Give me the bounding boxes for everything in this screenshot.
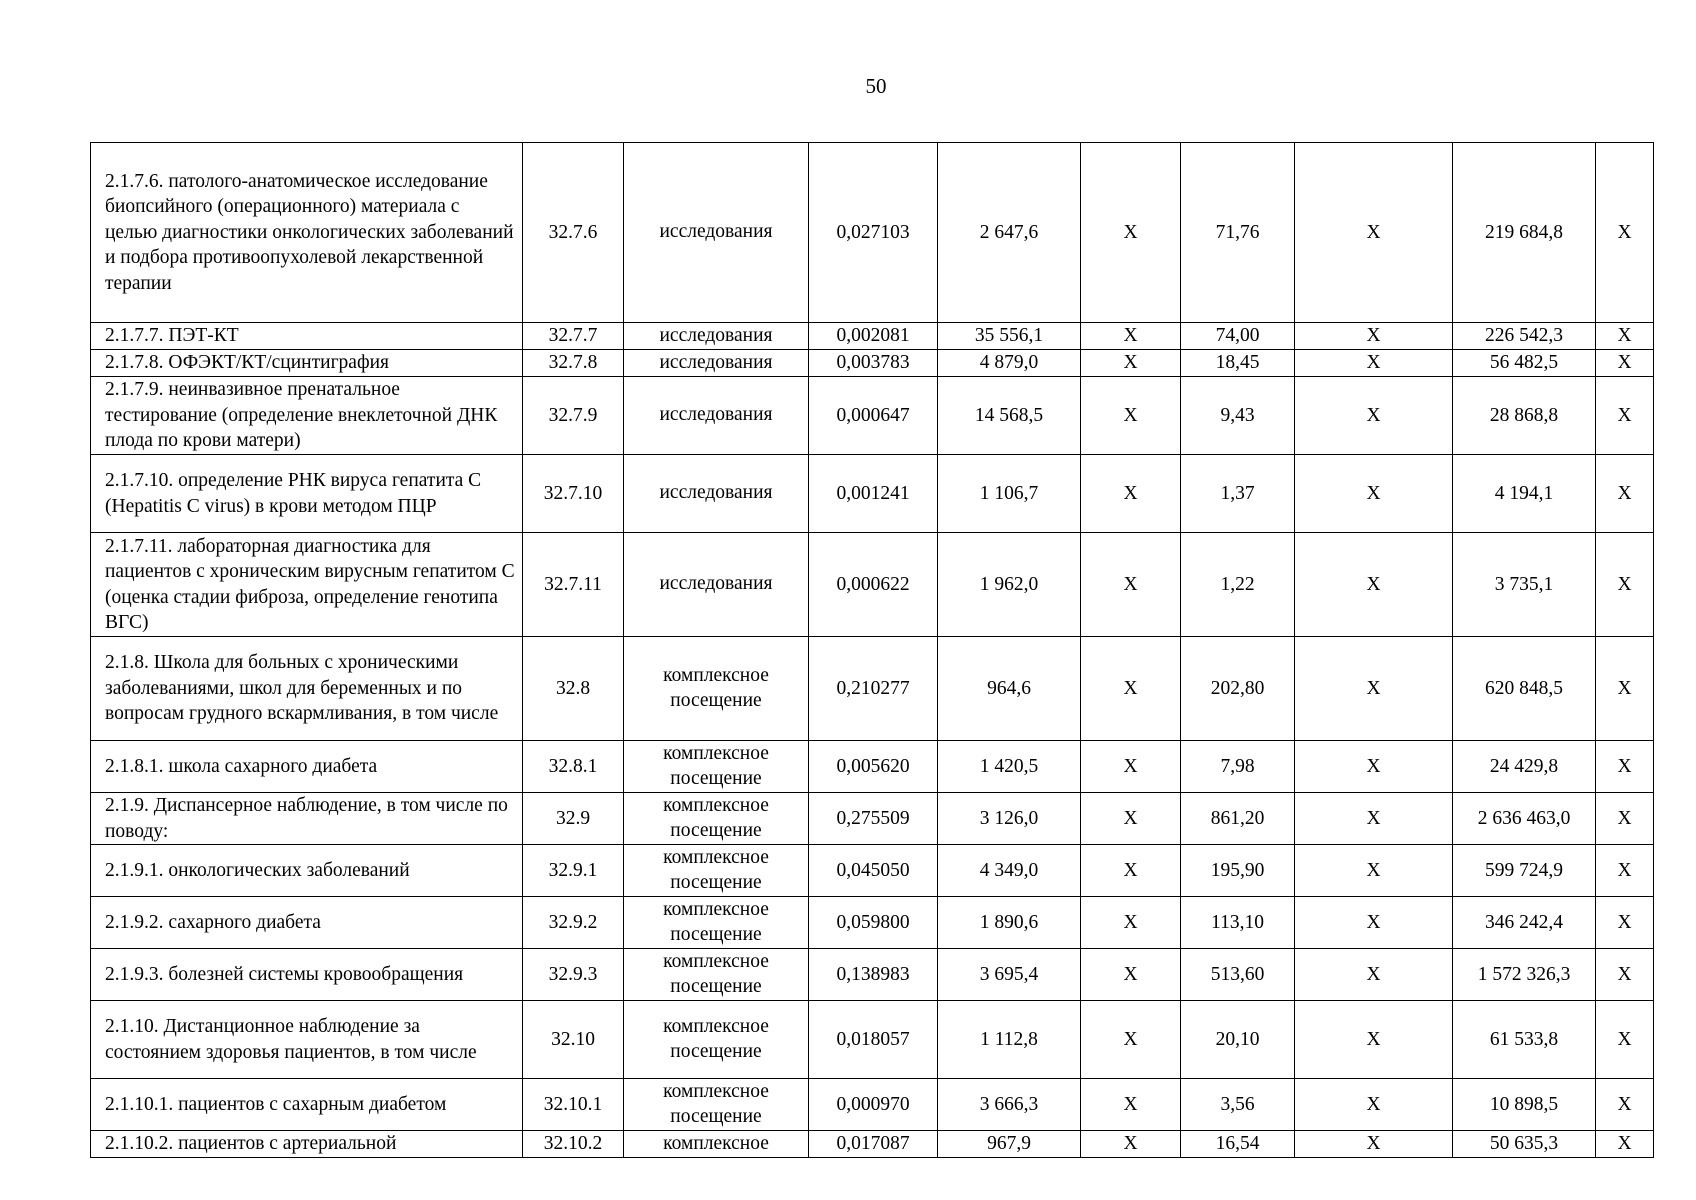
row-c9: 599 724,9 xyxy=(1453,845,1596,897)
row-c4: 0,001241 xyxy=(809,455,938,533)
row-c9: 3 735,1 xyxy=(1453,533,1596,637)
row-c10: Х xyxy=(1596,143,1654,323)
row-c9: 4 194,1 xyxy=(1453,455,1596,533)
row-unit: комплексное xyxy=(624,1131,809,1158)
row-name: 2.1.9.3. болезней системы кровообращения xyxy=(91,949,523,1001)
row-c4: 0,000622 xyxy=(809,533,938,637)
row-c4: 0,000647 xyxy=(809,377,938,455)
row-c8: Х xyxy=(1295,1131,1453,1158)
row-code: 32.7.11 xyxy=(523,533,624,637)
row-c8: Х xyxy=(1295,377,1453,455)
table-row xyxy=(91,1079,1654,1131)
row-c5: 2 647,6 xyxy=(938,143,1081,323)
row-c6: Х xyxy=(1081,845,1181,897)
row-name: 2.1.9.1. онкологических заболеваний xyxy=(91,845,523,897)
row-c6: Х xyxy=(1081,949,1181,1001)
row-unit: исследования xyxy=(624,143,809,323)
row-c9: 10 898,5 xyxy=(1453,1079,1596,1131)
row-c4: 0,210277 xyxy=(809,637,938,741)
row-c6: Х xyxy=(1081,637,1181,741)
row-c4: 0,045050 xyxy=(809,845,938,897)
row-c7: 195,90 xyxy=(1181,845,1295,897)
row-c10: Х xyxy=(1596,949,1654,1001)
row-c9: 28 868,8 xyxy=(1453,377,1596,455)
row-c6: Х xyxy=(1081,323,1181,350)
row-c9: 56 482,5 xyxy=(1453,350,1596,377)
row-name: 2.1.7.8. ОФЭКТ/КТ/сцинтиграфия xyxy=(91,350,523,377)
row-c7: 1,37 xyxy=(1181,455,1295,533)
row-unit: комплексное посещение xyxy=(624,741,809,793)
row-c5: 14 568,5 xyxy=(938,377,1081,455)
row-c5: 3 695,4 xyxy=(938,949,1081,1001)
row-c5: 4 349,0 xyxy=(938,845,1081,897)
row-c8: Х xyxy=(1295,323,1453,350)
row-c10: Х xyxy=(1596,741,1654,793)
row-c10: Х xyxy=(1596,897,1654,949)
row-c9: 24 429,8 xyxy=(1453,741,1596,793)
row-c7: 202,80 xyxy=(1181,637,1295,741)
row-name: 2.1.7.7. ПЭТ-КТ xyxy=(91,323,523,350)
row-c10: Х xyxy=(1596,1079,1654,1131)
row-code: 32.9.2 xyxy=(523,897,624,949)
row-c6: Х xyxy=(1081,533,1181,637)
row-c5: 964,6 xyxy=(938,637,1081,741)
row-c6: Х xyxy=(1081,897,1181,949)
row-c9: 61 533,8 xyxy=(1453,1001,1596,1079)
row-c7: 7,98 xyxy=(1181,741,1295,793)
row-c7: 861,20 xyxy=(1181,793,1295,845)
row-c5: 967,9 xyxy=(938,1131,1081,1158)
table-row xyxy=(91,533,1654,637)
row-c6: Х xyxy=(1081,1079,1181,1131)
table-row xyxy=(91,143,1654,323)
row-c5: 1 962,0 xyxy=(938,533,1081,637)
row-c9: 620 848,5 xyxy=(1453,637,1596,741)
row-c10: Х xyxy=(1596,793,1654,845)
row-c8: Х xyxy=(1295,1001,1453,1079)
table-row xyxy=(91,949,1654,1001)
row-c6: Х xyxy=(1081,377,1181,455)
row-code: 32.8.1 xyxy=(523,741,624,793)
row-code: 32.7.10 xyxy=(523,455,624,533)
table-row xyxy=(91,741,1654,793)
row-c8: Х xyxy=(1295,897,1453,949)
row-c8: Х xyxy=(1295,1079,1453,1131)
row-c10: Х xyxy=(1596,350,1654,377)
row-c10: Х xyxy=(1596,637,1654,741)
row-c9: 50 635,3 xyxy=(1453,1131,1596,1158)
row-c6: Х xyxy=(1081,793,1181,845)
row-c7: 71,76 xyxy=(1181,143,1295,323)
row-c4: 0,003783 xyxy=(809,350,938,377)
row-c8: Х xyxy=(1295,741,1453,793)
row-c8: Х xyxy=(1295,143,1453,323)
table-row xyxy=(91,845,1654,897)
row-c4: 0,138983 xyxy=(809,949,938,1001)
row-c4: 0,005620 xyxy=(809,741,938,793)
row-code: 32.9 xyxy=(523,793,624,845)
row-c4: 0,018057 xyxy=(809,1001,938,1079)
row-c8: Х xyxy=(1295,845,1453,897)
table-row xyxy=(91,323,1654,350)
row-code: 32.10.2 xyxy=(523,1131,624,1158)
row-c10: Х xyxy=(1596,377,1654,455)
table-row xyxy=(91,455,1654,533)
table-row xyxy=(91,637,1654,741)
row-c4: 0,275509 xyxy=(809,793,938,845)
row-unit: комплексное посещение xyxy=(624,845,809,897)
row-code: 32.10.1 xyxy=(523,1079,624,1131)
row-c10: Х xyxy=(1596,533,1654,637)
row-c7: 18,45 xyxy=(1181,350,1295,377)
row-code: 32.7.6 xyxy=(523,143,624,323)
row-c6: Х xyxy=(1081,1001,1181,1079)
row-c7: 16,54 xyxy=(1181,1131,1295,1158)
row-c5: 1 112,8 xyxy=(938,1001,1081,1079)
row-c9: 2 636 463,0 xyxy=(1453,793,1596,845)
row-c9: 226 542,3 xyxy=(1453,323,1596,350)
row-unit: исследования xyxy=(624,350,809,377)
row-code: 32.7.8 xyxy=(523,350,624,377)
row-c4: 0,059800 xyxy=(809,897,938,949)
row-unit: исследования xyxy=(624,323,809,350)
row-name: 2.1.7.6. патолого-анатомическое исследование биопсийного (операционного) материала с целью диагностики онкологических заболеваний и подбора противоопухолевой лекарственной терапии xyxy=(91,143,523,323)
row-code: 32.7.9 xyxy=(523,377,624,455)
row-c9: 346 242,4 xyxy=(1453,897,1596,949)
row-c7: 20,10 xyxy=(1181,1001,1295,1079)
row-c4: 0,027103 xyxy=(809,143,938,323)
row-name: 2.1.7.10. определение РНК вируса гепатита С (Hepatitis C virus) в крови методом ПЦР xyxy=(91,455,523,533)
row-unit: комплексное посещение xyxy=(624,1001,809,1079)
row-c5: 35 556,1 xyxy=(938,323,1081,350)
row-c6: Х xyxy=(1081,350,1181,377)
row-name: 2.1.8. Школа для больных с хроническими заболеваниями, школ для беременных и по вопросам грудного вскармливания, в том числе xyxy=(91,637,523,741)
row-name: 2.1.9.2. сахарного диабета xyxy=(91,897,523,949)
table-row xyxy=(91,350,1654,377)
row-unit: комплексное посещение xyxy=(624,637,809,741)
row-c10: Х xyxy=(1596,323,1654,350)
row-code: 32.9.1 xyxy=(523,845,624,897)
row-unit: исследования xyxy=(624,533,809,637)
row-code: 32.9.3 xyxy=(523,949,624,1001)
row-unit: комплексное посещение xyxy=(624,793,809,845)
table-row xyxy=(91,377,1654,455)
row-c7: 3,56 xyxy=(1181,1079,1295,1131)
row-c6: Х xyxy=(1081,1131,1181,1158)
row-c6: Х xyxy=(1081,741,1181,793)
row-name: 2.1.7.11. лабораторная диагностика для пациентов с хроническим вирусным гепатитом С (оценка стадии фиброза, определение генотипа ВГС) xyxy=(91,533,523,637)
row-c6: Х xyxy=(1081,455,1181,533)
table-row xyxy=(91,1001,1654,1079)
row-name: 2.1.8.1. школа сахарного диабета xyxy=(91,741,523,793)
row-c8: Х xyxy=(1295,949,1453,1001)
row-code: 32.8 xyxy=(523,637,624,741)
row-unit: комплексное посещение xyxy=(624,949,809,1001)
row-unit: исследования xyxy=(624,377,809,455)
row-code: 32.10 xyxy=(523,1001,624,1079)
row-c8: Х xyxy=(1295,350,1453,377)
row-name: 2.1.10.1. пациентов с сахарным диабетом xyxy=(91,1079,523,1131)
row-c5: 1 890,6 xyxy=(938,897,1081,949)
row-name: 2.1.10.2. пациентов с артериальной xyxy=(91,1131,523,1158)
row-c5: 1 420,5 xyxy=(938,741,1081,793)
row-c4: 0,002081 xyxy=(809,323,938,350)
row-c7: 1,22 xyxy=(1181,533,1295,637)
row-c10: Х xyxy=(1596,455,1654,533)
row-c8: Х xyxy=(1295,793,1453,845)
row-name: 2.1.7.9. неинвазивное пренатальное тестирование (определение внеклеточной ДНК плода по крови матери) xyxy=(91,377,523,455)
row-c8: Х xyxy=(1295,455,1453,533)
row-c7: 513,60 xyxy=(1181,949,1295,1001)
row-unit: комплексное посещение xyxy=(624,897,809,949)
row-c7: 74,00 xyxy=(1181,323,1295,350)
row-c4: 0,000970 xyxy=(809,1079,938,1131)
row-c7: 9,43 xyxy=(1181,377,1295,455)
row-c5: 3 666,3 xyxy=(938,1079,1081,1131)
row-c7: 113,10 xyxy=(1181,897,1295,949)
tariff-table xyxy=(90,142,1654,1158)
row-c9: 1 572 326,3 xyxy=(1453,949,1596,1001)
table-row xyxy=(91,897,1654,949)
table-row xyxy=(91,1131,1654,1158)
row-c10: Х xyxy=(1596,845,1654,897)
table-row xyxy=(91,793,1654,845)
row-unit: исследования xyxy=(624,455,809,533)
row-c10: Х xyxy=(1596,1131,1654,1158)
row-c8: Х xyxy=(1295,533,1453,637)
row-c8: Х xyxy=(1295,637,1453,741)
row-code: 32.7.7 xyxy=(523,323,624,350)
row-c9: 219 684,8 xyxy=(1453,143,1596,323)
row-unit: комплексное посещение xyxy=(624,1079,809,1131)
row-name: 2.1.10. Дистанционное наблюдение за состоянием здоровья пациентов, в том числе xyxy=(91,1001,523,1079)
page-number: 50 xyxy=(865,74,887,98)
row-c10: Х xyxy=(1596,1001,1654,1079)
row-c5: 4 879,0 xyxy=(938,350,1081,377)
row-c5: 1 106,7 xyxy=(938,455,1081,533)
row-name: 2.1.9. Диспансерное наблюдение, в том числе по поводу: xyxy=(91,793,523,845)
row-c6: Х xyxy=(1081,143,1181,323)
row-c4: 0,017087 xyxy=(809,1131,938,1158)
row-c5: 3 126,0 xyxy=(938,793,1081,845)
